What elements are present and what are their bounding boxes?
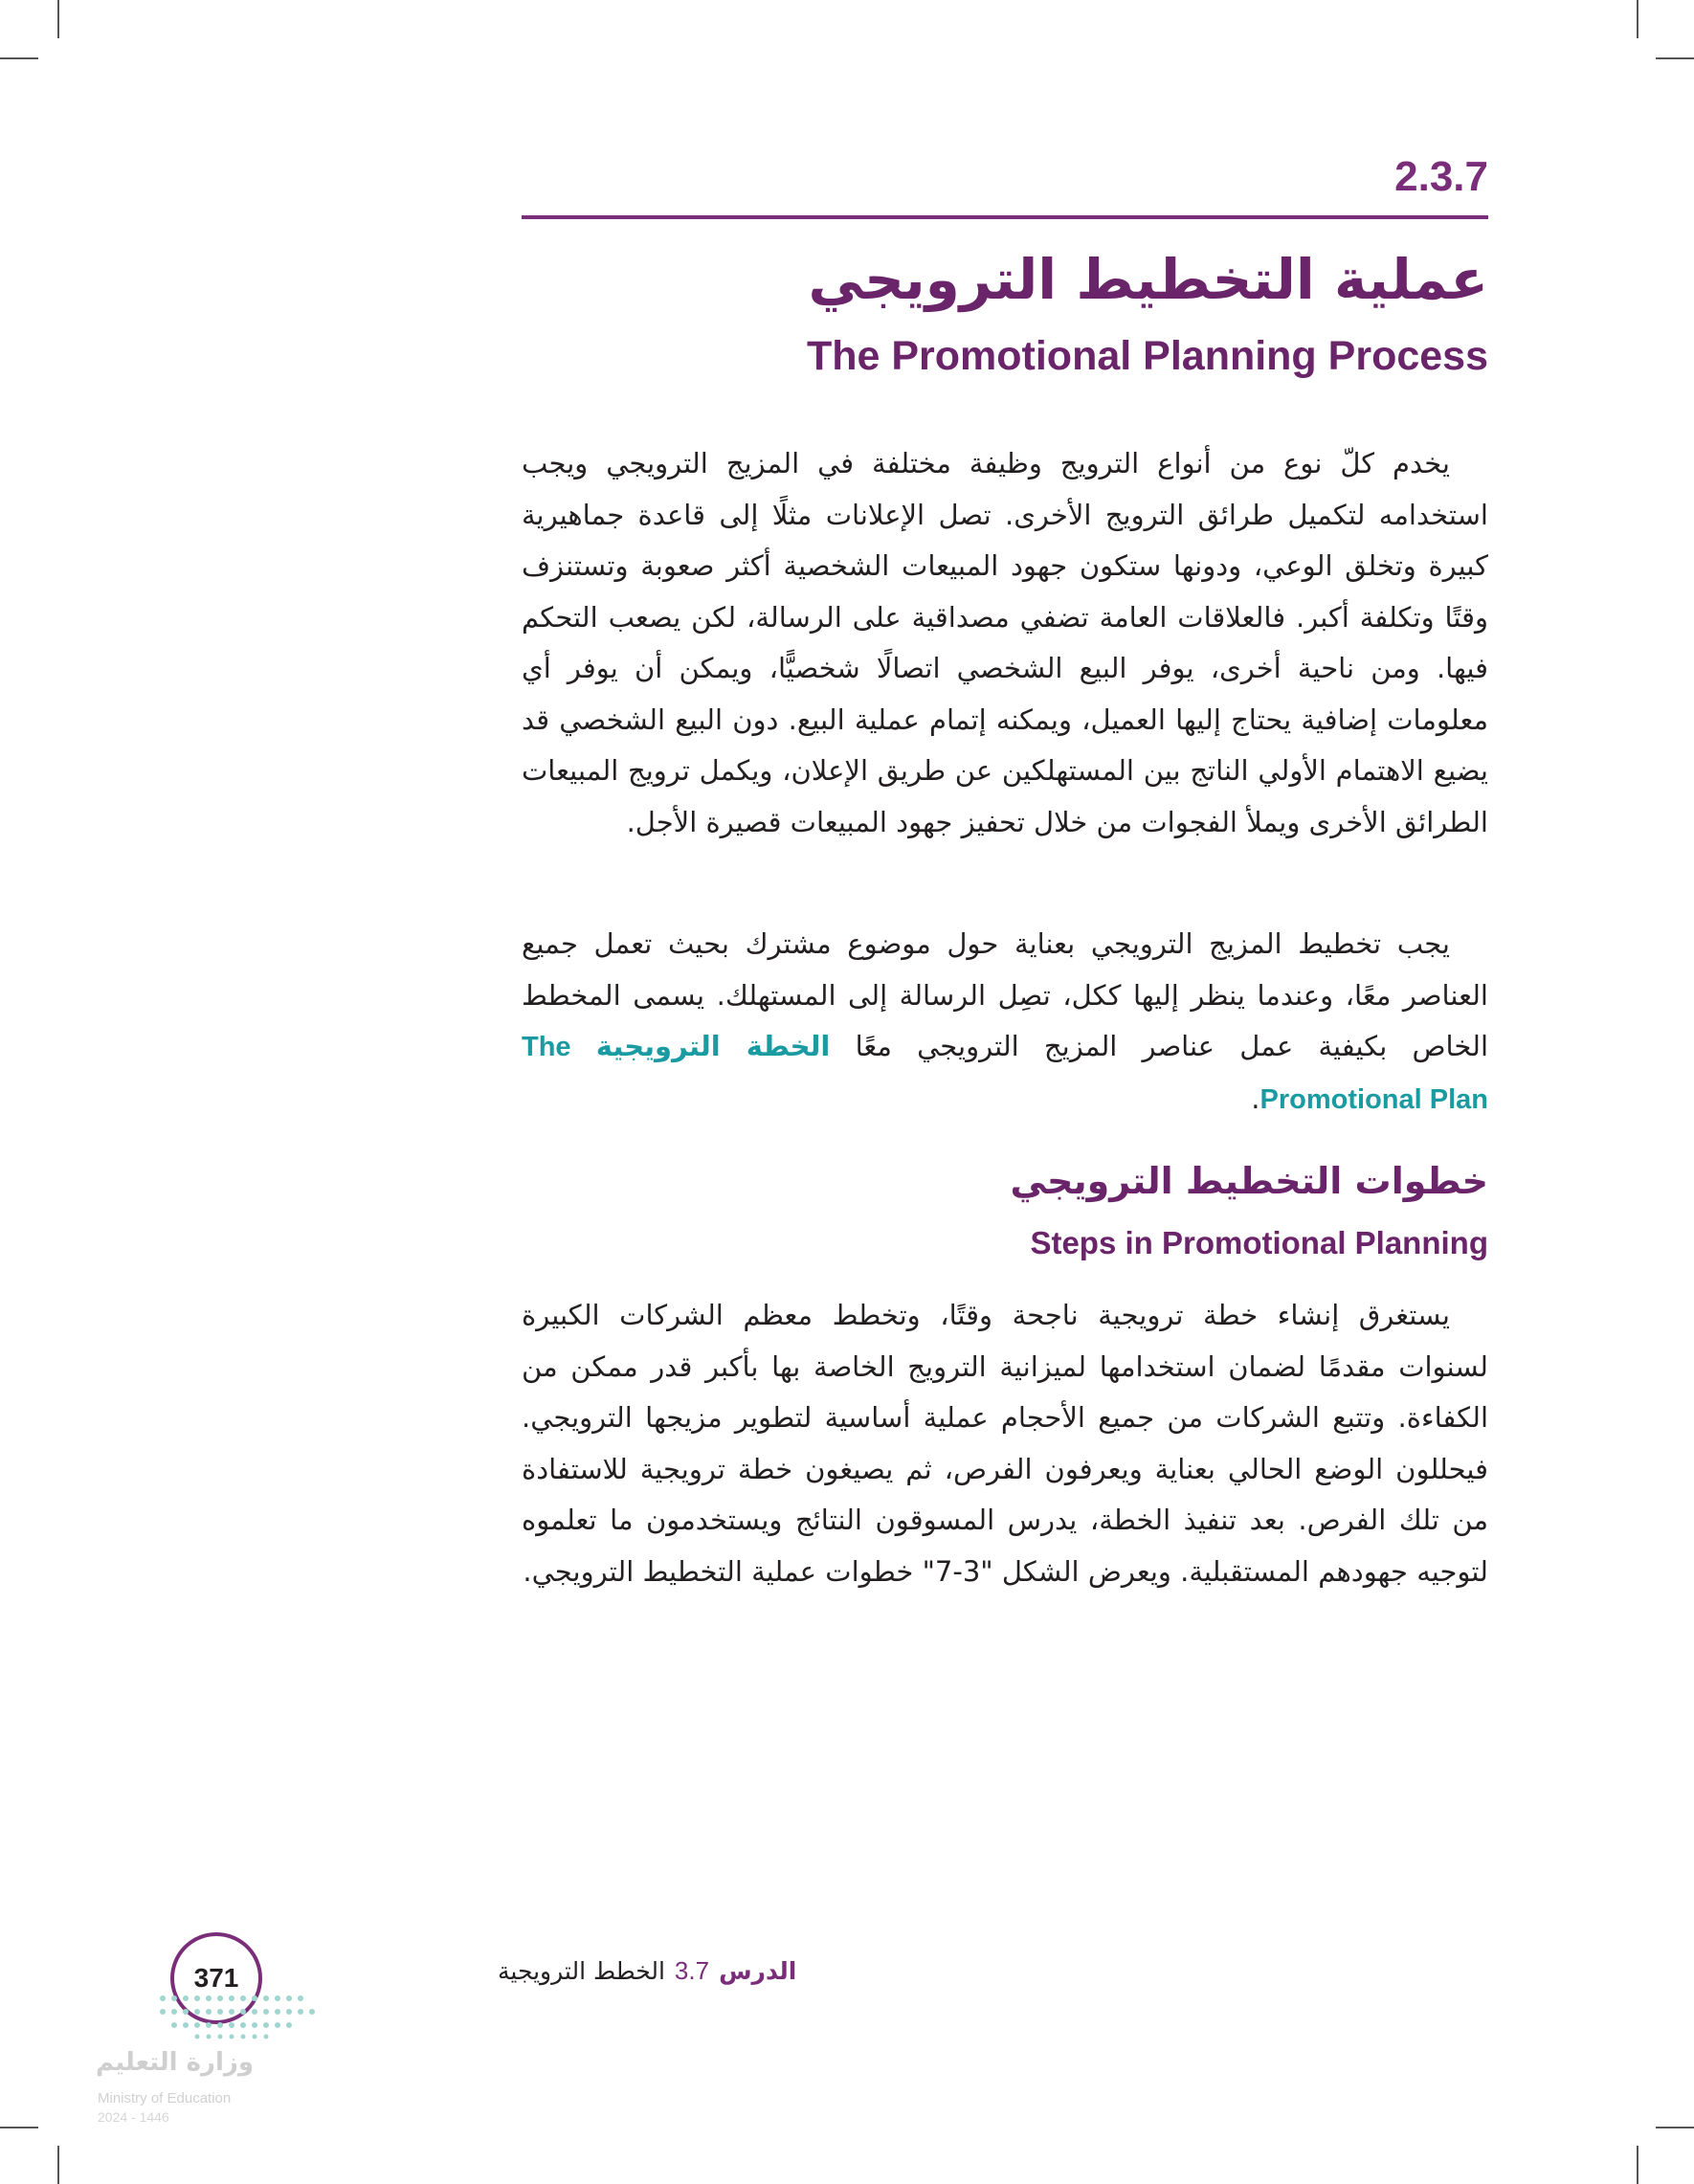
paragraph-2-text: يجب تخطيط المزيج الترويجي بعناية حول موضوع مشترك بحيث تعمل جميع العناصر معًا، وعندما ينظر إليها ككل، تصِل الرسالة إلى المستهلك. يسمى المخطط الخاص بكيفية عمل عناصر المزيج الترويجي معًا bbox=[522, 927, 1489, 1062]
paragraph-2-period: . bbox=[1251, 1081, 1260, 1115]
page-number-text: 371 bbox=[193, 1963, 239, 1993]
paragraph-3 bbox=[522, 1290, 1488, 1597]
ministry-logo-english: Ministry of Education bbox=[98, 2090, 232, 2106]
paragraph-1 bbox=[522, 438, 1488, 848]
section-title-english: The Promotional Planning Process bbox=[806, 333, 1488, 379]
ministry-logo-dots-icon bbox=[153, 1989, 321, 2041]
footer-lesson bbox=[498, 1956, 796, 1986]
crop-mark bbox=[0, 57, 38, 59]
ministry-logo-year: 2024 - 1446 bbox=[98, 2109, 169, 2125]
section-number: 2.3.7 bbox=[1394, 153, 1488, 200]
crop-mark bbox=[1637, 0, 1638, 38]
section-divider bbox=[522, 215, 1488, 219]
ministry-logo-arabic: وزارة التعليم bbox=[96, 2048, 254, 2077]
promotional-plan-term-arabic: الخطة الترويجية bbox=[595, 1030, 831, 1062]
subsection-title-english: Steps in Promotional Planning bbox=[1030, 1225, 1488, 1260]
paragraph-1-text: يخدم كلّ نوع من أنواع الترويج وظيفة مختلفة في المزيج الترويجي ويجب استخدامه لتكميل طرائق الترويج الأخرى. تصل الإعلانات مثلًا إلى قاعدة جماهيرية كبيرة وتخلق الوعي، ودونها ستكون جهود المبيعات الشخصية أكثر صعوبة وتستنزف وقتًا وتكلفة أكبر. فالعلاقات العامة تضفي مصداقية على الرسالة، لكن يصعب التحكم فيها. ومن ناحية أخرى، يوفر البيع الشخصي اتصالًا شخصيًّا، ويمكن أن يوفر أي معلومات إضافية يحتاج إليها العميل، ويمكنه إتمام عملية البيع. دون البيع الشخصي قد يضيع الاهتمام الأولي الناتج بين المستهلكين عن طريق الإعلان، ويكمل ترويج المبيعات الطرائق الأخرى ويملأ الفجوات من خلال تحفيز جهود المبيعات قصيرة الأجل. bbox=[522, 447, 1488, 838]
crop-mark bbox=[57, 0, 59, 38]
lesson-number: 3.7 bbox=[674, 1956, 710, 1985]
crop-mark bbox=[1656, 57, 1694, 59]
crop-mark bbox=[1656, 2127, 1694, 2128]
crop-mark bbox=[57, 2146, 59, 2184]
lesson-title: الخطط الترويجية bbox=[498, 1957, 665, 1985]
crop-mark bbox=[0, 2127, 38, 2128]
subsection-title-arabic: خطوات التخطيط الترويجي bbox=[1010, 1160, 1488, 1202]
paragraph-2 bbox=[522, 919, 1488, 1125]
crop-mark bbox=[1637, 2146, 1638, 2184]
promotional-plan-term-english: The Promotional Plan bbox=[522, 1032, 1488, 1115]
paragraph-3-text: يستغرق إنشاء خطة ترويجية ناجحة وقتًا، وتخطط معظم الشركات الكبيرة لسنوات مقدمًا لضمان استخدامها لميزانية الترويج الخاصة بها بأكبر قدر ممكن من الكفاءة. وتتبع الشركات من جميع الأحجام عملية أساسية لتطوير مزيجها الترويجي. فيحللون الوضع الحالي بعناية ويعرفون الفرص، ثم يصيغون خطة ترويجية للاستفادة من تلك الفرص. بعد تنفيذ الخطة، يدرس المسوقون النتائج ويستخدمون ما تعلموه لتوجيه جهودهم المستقبلية. ويعرض الشكل "3-7" خطوات عملية التخطيط الترويجي. bbox=[522, 1299, 1488, 1588]
lesson-label: الدرس bbox=[719, 1957, 797, 1985]
section-title-arabic: عملية التخطيط الترويجي bbox=[808, 247, 1488, 312]
